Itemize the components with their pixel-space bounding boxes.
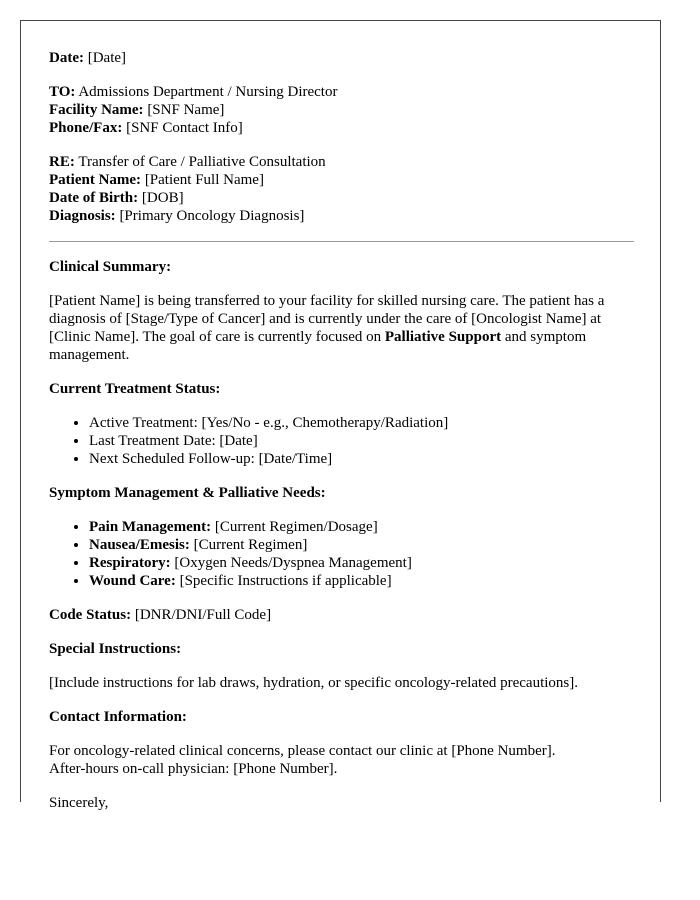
dob-label: Date of Birth: [49, 190, 139, 206]
to-value: Admissions Department / Nursing Director [78, 84, 338, 100]
contact-information-heading: Contact Information: [49, 709, 187, 725]
phone-value: [SNF Contact Info] [126, 120, 243, 136]
list-item [89, 518, 634, 536]
list-item [89, 554, 634, 572]
to-label: TO: [49, 84, 76, 100]
letter-page [20, 20, 661, 811]
pain-management-value: [Current Regimen/Dosage] [211, 519, 378, 535]
code-status-label: Code Status: [49, 607, 132, 623]
signature-label: Sincerely, [49, 795, 109, 811]
clinical-summary-text-end: and symptom management. [49, 329, 587, 363]
diagnosis-line [49, 207, 634, 225]
re-label: RE: [49, 154, 75, 170]
pain-management-label: Pain Management: [89, 519, 212, 535]
facility-line [49, 101, 634, 119]
patient-block [49, 153, 634, 225]
recipient-block [49, 83, 634, 137]
clinical-summary-text-start: [Patient Name] is being transferred to your facility for skilled nursing care. The patient has a diagnosis of [Stage/Type of Cancer] and is currently under the care of [Oncologist Name] at [Clinic Name]. The goal of care is currently focused on [49, 293, 605, 345]
list-item: • Last Treatment Date: [Date] [89, 432, 634, 450]
patient-name-value: [Patient Full Name] [144, 172, 264, 188]
phone-line [49, 119, 634, 137]
treatment-status-list [49, 414, 634, 468]
list-item: • Next Scheduled Follow-up: [Date/Time] [89, 450, 634, 468]
re-line [49, 153, 634, 171]
list-item: • Active Treatment: [Yes/No - e.g., Chemotherapy/Radiation] [89, 414, 634, 432]
section-divider [49, 241, 634, 242]
special-instructions-heading: Special Instructions: [49, 641, 182, 657]
to-line [49, 83, 634, 101]
special-instructions-text: [Include instructions for lab draws, hydration, or specific oncology-related precautions]. [49, 675, 578, 691]
palliative-support-emphasis: Palliative Support [384, 329, 502, 345]
nausea-label: Nausea/Emesis: [89, 537, 190, 553]
date-line [49, 49, 634, 67]
list-item [89, 572, 634, 590]
date-value: [Date] [87, 50, 127, 66]
facility-value: [SNF Name] [147, 102, 225, 118]
patient-name-label: Patient Name: [49, 172, 142, 188]
phone-label: Phone/Fax: [49, 120, 123, 136]
letter-content [49, 49, 634, 812]
patient-name-line [49, 171, 634, 189]
nausea-value: [Current Regimen] [189, 537, 308, 553]
code-status-value: [DNR/DNI/Full Code] [134, 607, 272, 623]
date-label: Date: [49, 50, 84, 66]
re-value: Transfer of Care / Palliative Consultation [78, 154, 326, 170]
respiratory-value: [Oxygen Needs/Dyspnea Management] [170, 555, 412, 571]
symptom-management-list [49, 518, 634, 590]
wound-care-value: [Specific Instructions if applicable] [175, 573, 392, 589]
code-status-line [49, 606, 634, 624]
clinical-summary-heading: Clinical Summary: [49, 259, 172, 275]
clinical-summary-paragraph [49, 292, 634, 364]
facility-label: Facility Name: [49, 102, 144, 118]
symptom-management-heading: Symptom Management & Palliative Needs: [49, 485, 326, 501]
list-item [89, 536, 634, 554]
contact-information-block [49, 742, 634, 778]
respiratory-label: Respiratory: [89, 555, 171, 571]
dob-line [49, 189, 634, 207]
contact-line-after-hours: After-hours on-call physician: [Phone Number]. [49, 761, 338, 777]
diagnosis-label: Diagnosis: [49, 208, 116, 224]
contact-line-clinic: For oncology-related clinical concerns, please contact our clinic at [Phone Number]. [49, 743, 556, 759]
treatment-status-heading: Current Treatment Status: [49, 381, 221, 397]
diagnosis-value: [Primary Oncology Diagnosis] [119, 208, 305, 224]
wound-care-label: Wound Care: [89, 573, 176, 589]
dob-value: [DOB] [141, 190, 184, 206]
